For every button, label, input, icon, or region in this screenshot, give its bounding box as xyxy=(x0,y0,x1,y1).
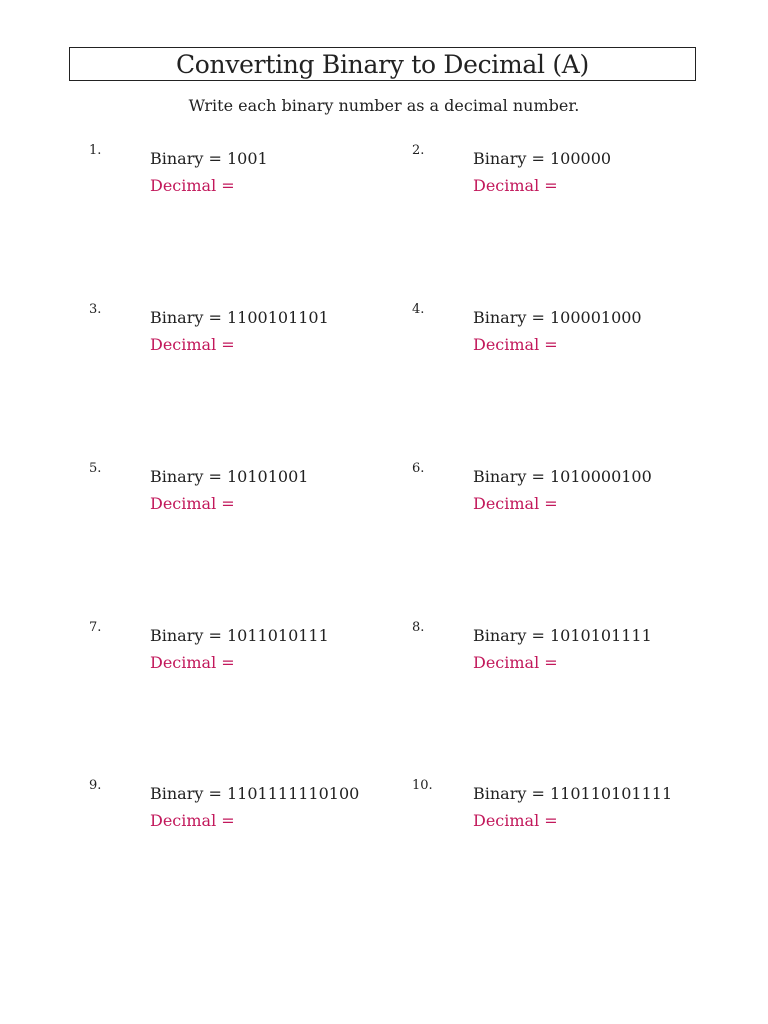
problem-number: 6. xyxy=(412,461,425,476)
binary-value: Binary = 1011010111 xyxy=(150,626,329,645)
decimal-answer-label: Decimal = xyxy=(473,494,558,513)
title-box xyxy=(69,47,696,81)
decimal-answer-label: Decimal = xyxy=(473,653,558,672)
decimal-answer-label: Decimal = xyxy=(150,653,235,672)
worksheet-instructions: Write each binary number as a decimal number. xyxy=(188,96,580,115)
problem-number: 1. xyxy=(89,143,102,158)
problem-number: 4. xyxy=(412,302,425,317)
decimal-answer-label: Decimal = xyxy=(473,335,558,354)
problem-number: 5. xyxy=(89,461,102,476)
problem-item xyxy=(89,143,389,223)
problem-number: 10. xyxy=(412,778,433,793)
problem-item xyxy=(412,143,712,223)
binary-value: Binary = 100000 xyxy=(473,149,612,168)
problem-item xyxy=(89,620,389,700)
problem-item xyxy=(412,778,712,858)
binary-value: Binary = 1001 xyxy=(150,149,268,168)
worksheet-title: Converting Binary to Decimal (A) xyxy=(175,49,590,79)
problem-number: 8. xyxy=(412,620,425,635)
problem-number: 2. xyxy=(412,143,425,158)
decimal-answer-label: Decimal = xyxy=(150,494,235,513)
problem-item xyxy=(89,302,389,382)
binary-value: Binary = 1100101101 xyxy=(150,308,329,327)
binary-value: Binary = 10101001 xyxy=(150,467,309,486)
problem-item xyxy=(89,778,389,858)
problem-number: 3. xyxy=(89,302,102,317)
binary-value: Binary = 1101111110100 xyxy=(150,784,360,803)
problem-item xyxy=(412,461,712,541)
decimal-answer-label: Decimal = xyxy=(473,811,558,830)
binary-value: Binary = 1010000100 xyxy=(473,467,652,486)
problem-item xyxy=(89,461,389,541)
decimal-answer-label: Decimal = xyxy=(473,176,558,195)
binary-value: Binary = 100001000 xyxy=(473,308,642,327)
decimal-answer-label: Decimal = xyxy=(150,176,235,195)
problem-item xyxy=(412,302,712,382)
problem-number: 7. xyxy=(89,620,102,635)
problem-item xyxy=(412,620,712,700)
decimal-answer-label: Decimal = xyxy=(150,811,235,830)
binary-value: Binary = 110110101111 xyxy=(473,784,673,803)
binary-value: Binary = 1010101111 xyxy=(473,626,652,645)
problem-number: 9. xyxy=(89,778,102,793)
decimal-answer-label: Decimal = xyxy=(150,335,235,354)
